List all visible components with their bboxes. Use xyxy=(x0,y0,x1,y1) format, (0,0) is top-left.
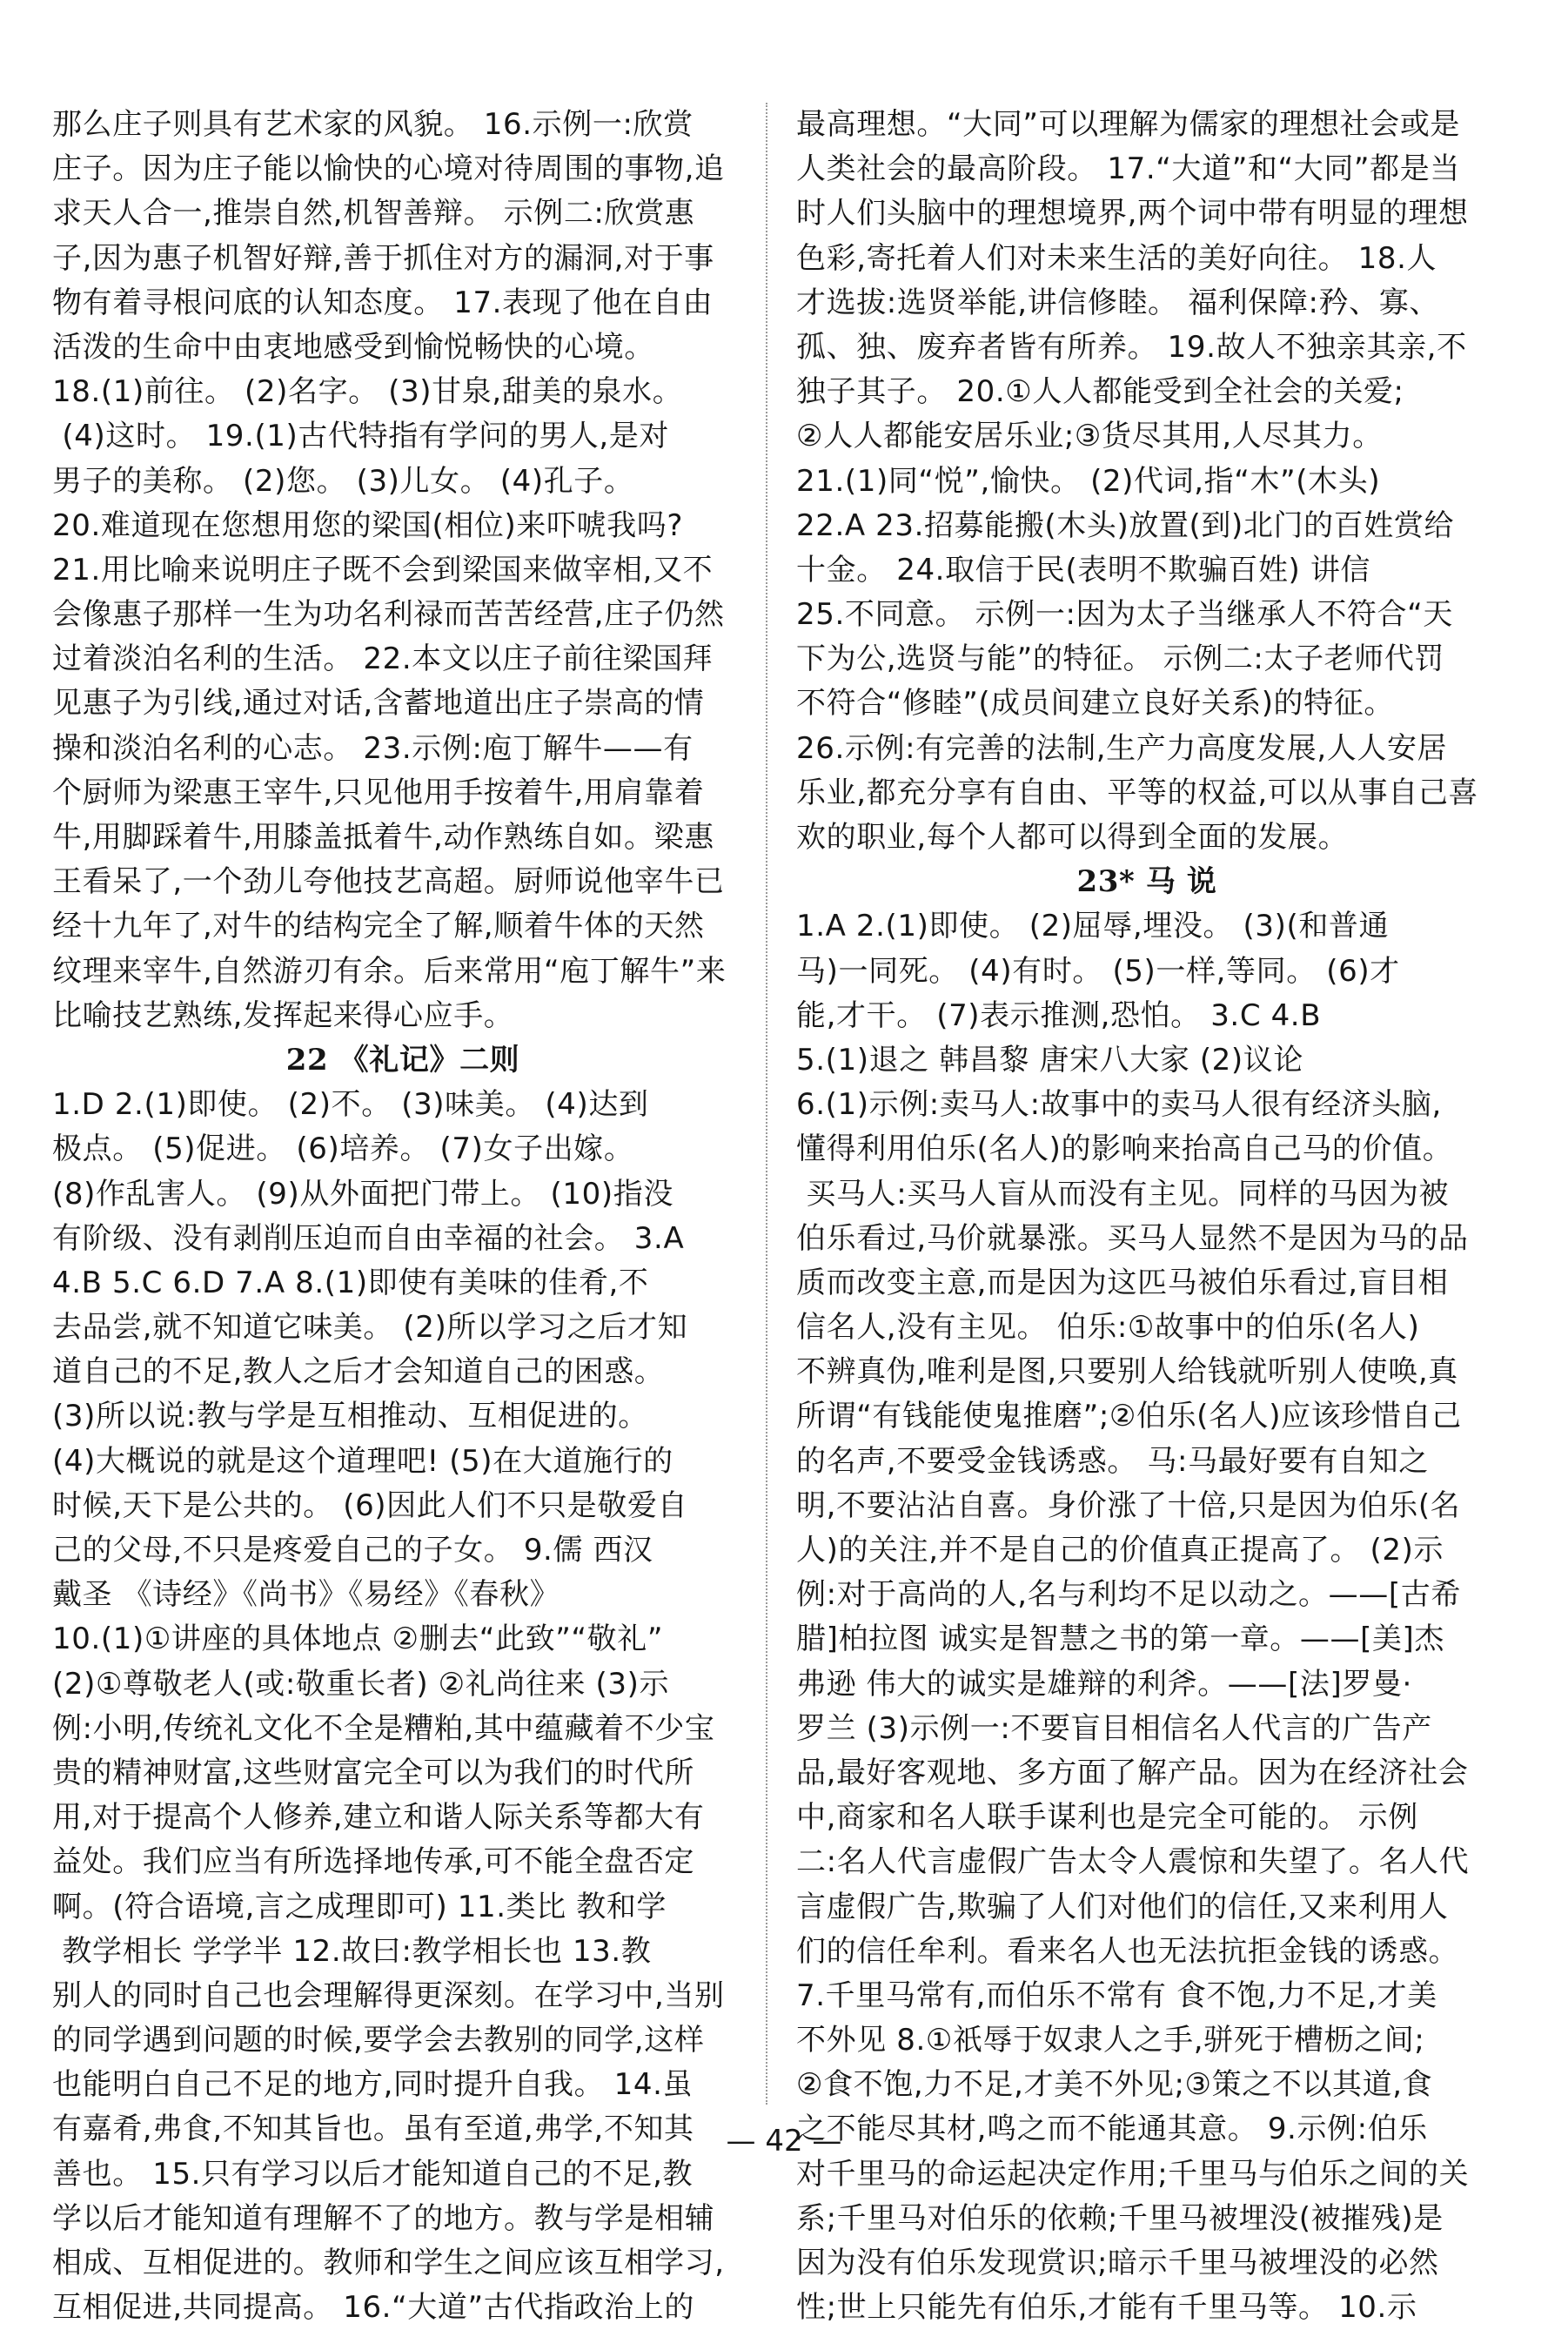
text-line: 中,商家和名人联手谋利也是完全可能的。 示例 xyxy=(796,1800,1418,1836)
text-line: 活泼的生命中由衷地感受到愉悦畅快的心境。 xyxy=(52,329,654,365)
text-line: 也能明白自己不足的地方,同时提升自我。 14.虽 xyxy=(52,2067,694,2103)
text-line: 6.(1)示例:卖马人:故事中的卖马人很有经济头脑, xyxy=(796,1087,1442,1123)
text-line: 男子的美称。 (2)您。 (3)儿女。 (4)孔子。 xyxy=(52,463,634,499)
text-line: 例:小明,传统礼文化不全是糟粕,其中蕴藏着不少宝 xyxy=(52,1710,715,1746)
text-line: 益处。我们应当有所选择地传承,可不能全盘否定 xyxy=(52,1844,695,1880)
text-line: 孤、独、废弃者皆有所养。 19.故人不独亲其亲,不 xyxy=(796,329,1467,365)
text-line: 牛,用脚踩着牛,用膝盖抵着牛,动作熟练自如。梁惠 xyxy=(52,820,714,855)
text-line: 腊]柏拉图 诚实是智慧之书的第一章。——[美]杰 xyxy=(796,1622,1444,1657)
text-line: 5.(1)退之 韩昌黎 唐宋八大家 (2)议论 xyxy=(796,1042,1303,1078)
text-line: 见惠子为引线,通过对话,含蓄地道出庄子崇高的情 xyxy=(52,686,705,722)
text-line: 己的父母,不只是疼爱自己的子女。 9.儒 西汉 xyxy=(52,1533,653,1568)
text-line: 1.D 2.(1)即使。 (2)不。 (3)味美。 (4)达到 xyxy=(52,1087,649,1123)
text-line: 别人的同时自己也会理解得更深刻。在学习中,当别 xyxy=(52,1977,725,2013)
text-line: 人)的关注,并不是自己的价值真正提高了。 (2)示 xyxy=(796,1533,1444,1568)
text-line: 对千里马的命运起决定作用;千里马与伯乐之间的关 xyxy=(796,2156,1470,2192)
text-line: 用,对于提高个人修养,建立和谐人际关系等都大有 xyxy=(52,1800,705,1836)
text-line: 学以后才能知道有理解不了的地方。教与学是相辅 xyxy=(52,2200,715,2236)
column-divider xyxy=(766,103,767,2105)
text-line: 互相促进,共同提高。 16.“大道”古代指政治上的 xyxy=(52,2290,694,2326)
text-line: 21.(1)同“悦”,愉快。 (2)代词,指“木”(木头) xyxy=(796,463,1381,499)
text-line: ②人人都能安居乐业;③货尽其用,人尽其力。 xyxy=(796,419,1383,454)
text-line: 过着淡泊名利的生活。 22.本文以庄子前往梁国拜 xyxy=(52,641,714,677)
text-line: 20.难道现在您想用您的梁国(相位)来吓唬我吗? xyxy=(52,507,684,543)
text-line: 时人们头脑中的理想境界,两个词中带有明显的理想 xyxy=(796,196,1469,232)
text-line: 买马人:买马人盲从而没有主见。同样的马因为被 xyxy=(796,1176,1450,1212)
text-line: 言虚假广告,欺骗了人们对他们的信任,又来利用人 xyxy=(796,1889,1449,1924)
text-line: 时候,天下是公共的。 (6)因此人们不只是敬爱自 xyxy=(52,1487,688,1523)
text-line: 能,才干。 (7)表示推测,恐怕。 3.C 4.B xyxy=(796,997,1322,1033)
text-line: 下为公,选贤与能”的特征。 示例二:太子老师代罚 xyxy=(796,641,1445,677)
text-line: 去品尝,就不知道它味美。 (2)所以学习之后才知 xyxy=(52,1310,688,1346)
text-line: 二:名人代言虚假广告太令人震惊和失望了。名人代 xyxy=(796,1844,1470,1880)
text-line: (4)这时。 19.(1)古代特指有学问的男人,是对 xyxy=(52,419,670,454)
left-column xyxy=(52,103,754,2330)
text-line: 所谓“有钱能使鬼推磨”;②伯乐(名人)应该珍惜自己 xyxy=(796,1399,1462,1434)
text-line: 信名人,没有主见。 伯乐:①故事中的伯乐(名人) xyxy=(796,1310,1420,1346)
text-line: 品,最好客观地、多方面了解产品。因为在经济社会 xyxy=(796,1755,1469,1790)
text-line: 不符合“修睦”(成员间建立良好关系)的特征。 xyxy=(796,686,1394,722)
text-line: 懂得利用伯乐(名人)的影响来抬高自己马的价值。 xyxy=(796,1131,1453,1167)
text-line: 十金。 24.取信于民(表明不欺骗百姓) 讲信 xyxy=(796,552,1371,588)
section-heading: 23* 马 说 xyxy=(1076,864,1217,900)
text-line: 有阶级、没有剥削压迫而自由幸福的社会。 3.A xyxy=(52,1220,685,1256)
text-line: 弗逊 伟大的诚实是雄辩的利斧。——[法]罗曼· xyxy=(796,1666,1412,1702)
text-line: 罗兰 (3)示例一:不要盲目相信名人代言的广告产 xyxy=(796,1710,1432,1746)
text-line: 4.B 5.C 6.D 7.A 8.(1)即使有美味的佳肴,不 xyxy=(52,1265,649,1300)
text-line: 性;世上只能先有伯乐,才能有千里马等。 10.示 xyxy=(796,2290,1417,2326)
text-line: 不辨真伪,唯利是图,只要别人给钱就听别人使唤,真 xyxy=(796,1354,1458,1390)
right-column xyxy=(796,103,1498,2330)
text-line: 比喻技艺熟练,发挥起来得心应手。 xyxy=(52,997,514,1033)
text-line: 18.(1)前往。 (2)名字。 (3)甘泉,甜美的泉水。 xyxy=(52,374,683,410)
text-line: 相成、互相促进的。教师和学生之间应该互相学习, xyxy=(52,2246,725,2280)
text-line: 纹理来宰牛,自然游刃有余。后来常用“庖丁解牛”来 xyxy=(52,953,727,989)
text-line: 22.A 23.招募能搬(木头)放置(到)北门的百姓赏给 xyxy=(796,507,1455,543)
text-line: 那么庄子则具有艺术家的风貌。 16.示例一:欣赏 xyxy=(52,107,694,142)
page-number: — 42 — xyxy=(726,2124,842,2159)
text-line: 物有着寻根问底的认知态度。 17.表现了他在自由 xyxy=(52,285,714,320)
text-line: 系;千里马对伯乐的依赖;千里马被埋没(被摧残)是 xyxy=(796,2200,1444,2236)
text-line: 的同学遇到问题的时候,要学会去教别的同学,这样 xyxy=(52,2023,705,2058)
text-line: 善也。 15.只有学习以后才能知道自己的不足,教 xyxy=(52,2156,694,2192)
text-line: 7.千里马常有,而伯乐不常有 食不饱,力不足,才美 xyxy=(796,1977,1437,2013)
text-line: 庄子。因为庄子能以愉快的心境对待周围的事物,追 xyxy=(52,151,725,187)
text-line: 会像惠子那样一生为功名利禄而苦苦经营,庄子仍然 xyxy=(52,597,725,633)
text-line: 的名声,不要受金钱诱惑。 马:马最好要有自知之 xyxy=(796,1443,1429,1479)
text-line: (2)①尊敬老人(或:敬重长者) ②礼尚往来 (3)示 xyxy=(52,1666,670,1702)
text-line: 伯乐看过,马价就暴涨。买马人显然不是因为马的品 xyxy=(796,1220,1469,1256)
text-line: 们的信任牟利。看来名人也无法抗拒金钱的诱惑。 xyxy=(796,1933,1459,1969)
text-line: 教学相长 学学半 12.故曰:教学相长也 13.教 xyxy=(52,1933,652,1969)
text-line: 王看呆了,一个劲儿夸他技艺高超。厨师说他宰牛已 xyxy=(52,864,725,900)
text-line: (3)所以说:教与学是互相推动、互相促进的。 xyxy=(52,1399,648,1434)
text-line: 有嘉肴,弗食,不知其旨也。虽有至道,弗学,不知其 xyxy=(52,2112,694,2147)
text-line: (4)大概说的就是这个道理吧! (5)在大道施行的 xyxy=(52,1443,673,1479)
text-line: 不外见 8.①祇辱于奴隶人之手,骈死于槽枥之间; xyxy=(796,2023,1425,2058)
text-line: 操和淡泊名利的心志。 23.示例:庖丁解牛——有 xyxy=(52,730,694,766)
text-line: 人类社会的最高阶段。 17.“大道”和“大同”都是当 xyxy=(796,151,1460,187)
text-line: 欢的职业,每个人都可以得到全面的发展。 xyxy=(796,820,1349,855)
text-line: 最高理想。“大同”可以理解为儒家的理想社会或是 xyxy=(796,107,1461,142)
text-line: 因为没有伯乐发现赏识;暗示千里马被埋没的必然 xyxy=(796,2246,1439,2280)
text-line: 26.示例:有完善的法制,生产力高度发展,人人安居 xyxy=(796,730,1448,766)
text-line: 明,不要沾沾自喜。身价涨了十倍,只是因为伯乐(名 xyxy=(796,1487,1461,1523)
text-line: 子,因为惠子机智好辩,善于抓住对方的漏洞,对于事 xyxy=(52,240,714,276)
text-line: 独子其子。 20.①人人都能受到全社会的关爱; xyxy=(796,374,1404,410)
text-line: 乐业,都充分享有自由、平等的权益,可以从事自己喜 xyxy=(796,775,1479,810)
text-line: 马)一同死。 (4)有时。 (5)一样,等同。 (6)才 xyxy=(796,953,1400,989)
text-line: 戴圣 《诗经》《尚书》《易经》《春秋》 xyxy=(52,1577,560,1613)
text-line: ②食不饱,力不足,才美不外见;③策之不以其道,食 xyxy=(796,2067,1433,2103)
text-line: 25.不同意。 示例一:因为太子当继承人不符合“天 xyxy=(796,597,1453,633)
text-line: 贵的精神财富,这些财富完全可以为我们的时代所 xyxy=(52,1755,695,1790)
text-line: 才选拔:选贤举能,讲信修睦。 福利保障:矜、寡、 xyxy=(796,285,1439,320)
text-line: 质而改变主意,而是因为这匹马被伯乐看过,盲目相 xyxy=(796,1265,1449,1300)
text-line: 例:对于高尚的人,名与利均不足以动之。——[古希 xyxy=(796,1577,1461,1613)
text-line: 道自己的不足,教人之后才会知道自己的困惑。 xyxy=(52,1354,665,1390)
text-line: 之不能尽其材,鸣之而不能通其意。 9.示例:伯乐 xyxy=(796,2112,1428,2147)
text-line: 极点。 (5)促进。 (6)培养。 (7)女子出嫁。 xyxy=(52,1131,634,1167)
text-line: 21.用比喻来说明庄子既不会到梁国来做宰相,又不 xyxy=(52,552,714,588)
section-heading: 22 《礼记》二则 xyxy=(285,1042,520,1078)
text-line: 求天人合一,推崇自然,机智善辩。 示例二:欣赏惠 xyxy=(52,196,695,232)
text-line: 1.A 2.(1)即使。 (2)屈辱,埋没。 (3)(和普通 xyxy=(796,909,1390,944)
text-line: 10.(1)①讲座的具体地点 ②删去“此致”“敬礼” xyxy=(52,1622,664,1657)
text-line: (8)作乱害人。 (9)从外面把门带上。 (10)指没 xyxy=(52,1176,673,1212)
text-line: 色彩,寄托着人们对未来生活的美好向往。 18.人 xyxy=(796,240,1437,276)
text-line: 个厨师为梁惠王宰牛,只见他用手按着牛,用肩靠着 xyxy=(52,775,705,810)
text-line: 啊。(符合语境,言之成理即可) 11.类比 教和学 xyxy=(52,1889,667,1924)
text-line: 经十九年了,对牛的结构完全了解,顺着牛体的天然 xyxy=(52,909,705,944)
